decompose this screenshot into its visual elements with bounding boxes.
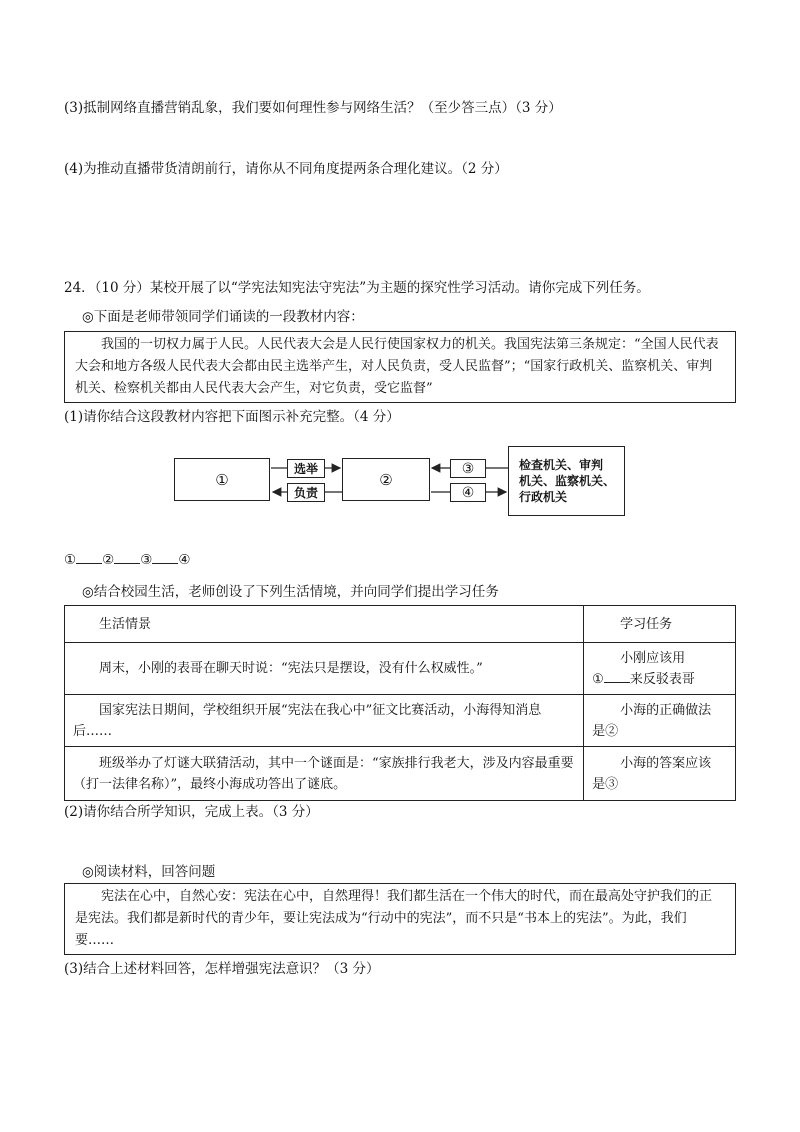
- row2-task-line1: 小海的正确做法: [620, 702, 712, 718]
- section2-intro: ◎结合校园生活，老师创设了下列生活情境，并向同学们提出学习任务: [82, 584, 499, 600]
- label-elect: 选举: [287, 459, 325, 478]
- fill-mark-2: ②: [102, 552, 115, 568]
- organs-line-2: 机关、监察机关、: [519, 474, 616, 488]
- table-header-row: [65, 606, 736, 643]
- label-3: ③: [450, 459, 486, 478]
- sub-question-1: (1)请你结合这段教材内容把下面图示补充完整。（4 分）: [64, 409, 400, 425]
- row1-task-line1: 小刚应该用: [620, 650, 686, 666]
- sub-question-3: (3)结合上述材料回答，怎样增强宪法意识？（3 分）: [64, 961, 380, 977]
- fill-mark-4: ④: [178, 552, 191, 568]
- row3-task-line1: 小海的答案应该: [620, 755, 712, 771]
- diagram-box-1: ①: [174, 458, 270, 501]
- blank-2[interactable]: [114, 551, 140, 564]
- label-4: ④: [450, 483, 486, 502]
- row2-task: [584, 695, 736, 747]
- section1-intro: ◎下面是老师带领同学们诵读的一段教材内容：: [82, 309, 364, 325]
- question-3: (3)抵制网络直播营销乱象，我们要如何理性参与网络生活？（至少答三点）（3 分）: [64, 100, 562, 116]
- organs-line-3: 行政机关: [519, 490, 568, 504]
- row1-blank[interactable]: [604, 670, 630, 683]
- row1-task-line2: 来反驳表哥: [629, 671, 695, 687]
- table-row: [65, 747, 736, 801]
- organs-line-1: 检查机关、审判: [519, 458, 604, 472]
- organs-box: [508, 446, 625, 516]
- row1-scene: 周末，小刚的表哥在聊天时说：“宪法只是摆设，没有什么权威性。”: [65, 643, 584, 695]
- textbook-excerpt-text: 我国的一切权力属于人民。人民代表大会是人民行使国家权力的机关。我国宪法第三条规定：“全国人民代表大会和地方各级人民代表大会都由民主选举产生，对人民负责，受人民监督”；“国家行政机关、监察机关、审判机关、检察机关都由人民代表大会产生，对它负责，受它监督”: [75, 337, 719, 396]
- row3-task-line2: 是③: [592, 776, 619, 792]
- section3-intro: ◎阅读材料，回答问题: [82, 864, 216, 880]
- blank-1[interactable]: [76, 551, 102, 564]
- table-row: [65, 695, 736, 747]
- sub-question-2: (2)请你结合所学知识，完成上表。（3 分）: [64, 804, 319, 820]
- blank-3[interactable]: [152, 551, 178, 564]
- question-24-header: 24．（10 分）某校开展了以“学宪法知宪法守宪法”为主题的探究性学习活动。请你完成下列任务。: [64, 280, 650, 296]
- fill-in-line: [64, 551, 190, 568]
- table-row: [65, 643, 736, 695]
- material-box: [64, 883, 736, 955]
- row1-task-mark: ①: [592, 671, 604, 687]
- textbook-excerpt-box: [64, 331, 736, 403]
- header-scene: 生活情景: [65, 606, 584, 643]
- row2-scene: 国家宪法日期间，学校组织开展“宪法在我心中”征文比赛活动，小海得知消息后……: [65, 695, 584, 747]
- row2-task-line2: 是②: [592, 723, 619, 739]
- header-task: 学习任务: [584, 606, 736, 643]
- row3-scene: 班级举办了灯谜大联猜活动，其中一个谜面是：“家族排行我老大，涉及内容最重要（打一法律名称）”，最终小海成功答出了谜底。: [65, 747, 584, 801]
- fill-mark-1: ①: [64, 552, 77, 568]
- task-table: [64, 605, 736, 801]
- diagram-box-2: ②: [342, 458, 430, 501]
- row3-task: [584, 747, 736, 801]
- label-responsible: 负责: [287, 483, 325, 502]
- row1-task: [584, 643, 736, 695]
- material-text: 宪法在心中，自然心安：宪法在心中，自然理得！我们都生活在一个伟大的时代，而在最高处守护我们的正是宪法。我们都是新时代的青少年，要让宪法成为“行动中的宪法”，而不只是“书本上的宪法”。为此，我们要……: [75, 889, 713, 948]
- question-4: (4)为推动直播带货清朗前行，请你从不同角度提两条合理化建议。（2 分）: [64, 161, 508, 177]
- fill-mark-3: ③: [140, 552, 153, 568]
